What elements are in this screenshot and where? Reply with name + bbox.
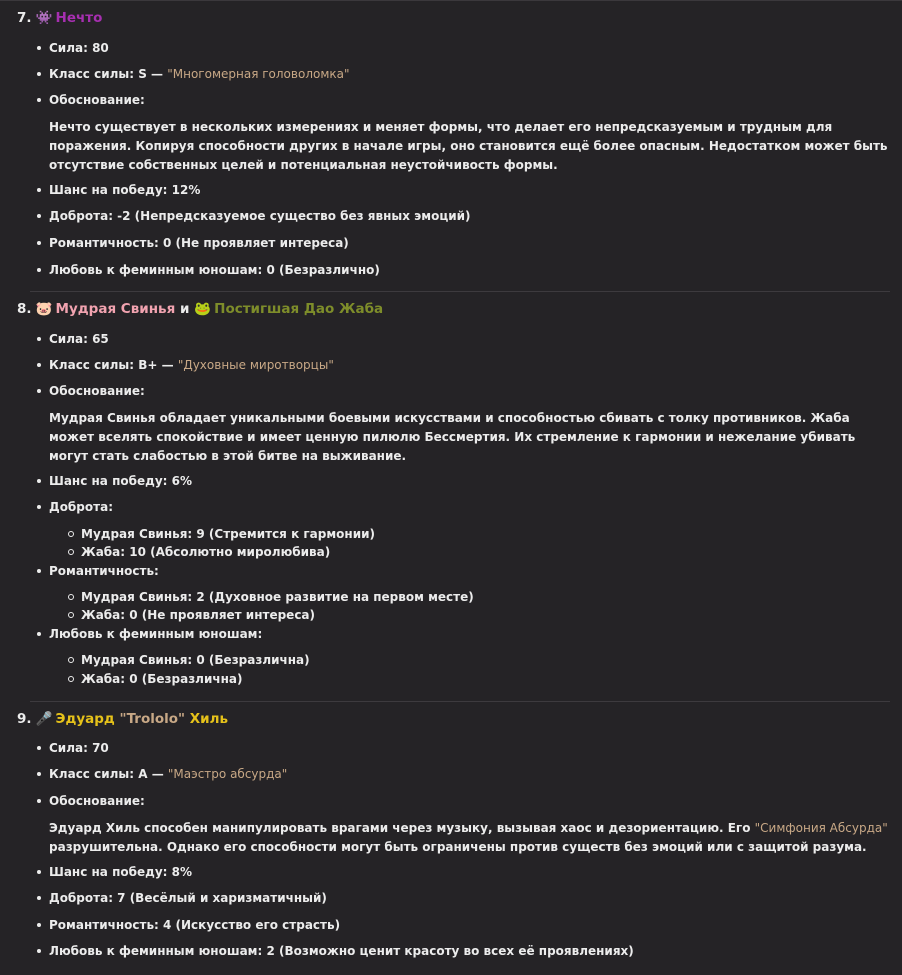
microphone-icon: 🎤 (35, 711, 53, 727)
power-class-item: Класс силы: S — "Многомерная головоломка" (49, 67, 350, 81)
entry-divider (30, 701, 890, 702)
reasoning-text: Мудрая Свинья обладает уникальными боевыми искусствами и способностью сбивать с толку противников. Жаба может вселять спокойствие и имеет ценную пилюлю Бессмертия. Их стремление к гармонии и нежелание убивать могут стать слабостью в этой битве на выживание. (49, 411, 856, 463)
entry-number: 9. (17, 711, 32, 727)
love-item: Любовь к феминным юношам: 0 (Безразлично) (49, 263, 380, 277)
entry-heading (17, 710, 228, 728)
love-subitem: Мудрая Свинья: 0 (Безразлична) (81, 653, 310, 667)
love-item: Любовь к феминным юношам: (49, 627, 263, 641)
power-class-quote: "Духовные миротворцы" (177, 358, 334, 372)
reasoning-item: Обоснование: (49, 794, 145, 808)
romance-item: Романтичность: 4 (Искусство его страсть) (49, 918, 341, 932)
win-chance-item: Шанс на победу: 8% (49, 865, 192, 879)
strength-item: Сила: 65 (49, 332, 109, 346)
entry-heading (17, 9, 102, 27)
frog-face-icon: 🐸 (194, 301, 211, 317)
entry-number: 7. (17, 10, 32, 26)
power-class-quote: "Маэстро абсурда" (167, 767, 288, 781)
entry-name-last: Хиль (189, 711, 229, 727)
pig-face-icon: 🐷 (35, 301, 53, 317)
reasoning-text: Нечто существует в нескольких измерениях и меняет формы, что делает его непредсказуемым и трудным для поражения. Копируя способности других в начале игры, оно становится ещё более опасным. Недостатком может быть отсутствие собственных целей и потенциальная неустойчивость формы. (49, 120, 888, 172)
power-class-quote: "Многомерная головоломка" (167, 67, 350, 81)
romance-item: Романтичность: 0 (Не проявляет интереса) (49, 236, 349, 250)
reasoning-item: Обоснование: (49, 93, 145, 107)
entry-nickname: "Trololo" (119, 711, 186, 727)
entry-name-pig: Мудрая Свинья (55, 301, 176, 317)
power-class-item: Класс силы: A — "Маэстро абсурда" (49, 767, 288, 781)
love-item: Любовь к феминным юношам: 2 (Возможно ценит красоту во всех её проявлениях) (49, 944, 634, 958)
romance-subitem: Мудрая Свинья: 2 (Духовное развитие на первом месте) (81, 590, 474, 604)
entry-name-first: Эдуард (55, 711, 115, 727)
strength-item: Сила: 70 (49, 741, 109, 755)
entry-divider (30, 291, 890, 292)
strength-item: Сила: 80 (49, 41, 109, 55)
entry-heading (17, 300, 383, 318)
top-divider (0, 0, 902, 1)
entry-name-toad: Постигшая Дао Жаба (214, 301, 384, 317)
reasoning-item: Обоснование: (49, 384, 145, 398)
power-class-item: Класс силы: B+ — "Духовные миротворцы" (49, 358, 334, 372)
entry-name: Нечто (55, 10, 103, 26)
romance-subitem: Жаба: 0 (Не проявляет интереса) (81, 608, 316, 622)
love-subitem: Жаба: 0 (Безразлична) (81, 672, 243, 686)
kindness-item: Доброта: (49, 500, 113, 514)
win-chance-item: Шанс на победу: 12% (49, 183, 201, 197)
reasoning-text: Эдуард Хиль способен манипулировать врагами через музыку, вызывая хаос и дезориентацию. Его "Симфония Абсурда" разрушительна. Однако его способности могут быть ограничены против существ без эмоций или с защитой разума. (49, 821, 888, 854)
romance-item: Романтичность: (49, 564, 159, 578)
entry-number: 8. (17, 301, 32, 317)
entry-joiner: и (179, 301, 190, 317)
reasoning-quote: "Симфония Абсурда" (754, 821, 888, 835)
kindness-subitem: Жаба: 10 (Абсолютно миролюбива) (81, 545, 331, 559)
kindness-subitem: Мудрая Свинья: 9 (Стремится к гармонии) (81, 527, 375, 541)
alien-monster-icon: 👾 (35, 10, 53, 26)
kindness-item: Доброта: -2 (Непредсказуемое существо без явных эмоций) (49, 209, 471, 223)
win-chance-item: Шанс на победу: 6% (49, 474, 192, 488)
kindness-item: Доброта: 7 (Весёлый и харизматичный) (49, 891, 327, 905)
